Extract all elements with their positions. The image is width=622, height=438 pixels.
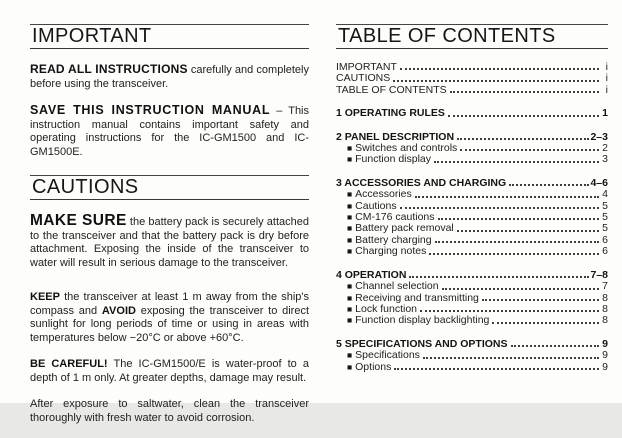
square-bullet-icon: ■ (347, 143, 353, 154)
toc-page-number: 2 (602, 142, 608, 155)
toc-heading: TABLE OF CONTENTS (338, 25, 556, 47)
toc-entry-label: Cautions (355, 199, 397, 212)
square-bullet-icon: ■ (347, 281, 353, 292)
paragraph-text: The IC-GM1500/E is water-proof to a depth of 1 m only. At greater depths, damage may result. (30, 358, 309, 384)
toc-page-number: 3 (602, 153, 608, 166)
square-bullet-icon: ■ (347, 200, 353, 211)
toc-entry-label: CM-176 cautions (355, 211, 435, 224)
cautions-heading: CAUTIONS (32, 176, 139, 198)
toc-page-number: 8 (602, 291, 608, 304)
paragraph-lead: READ ALL INSTRUCTIONS (30, 62, 188, 76)
toc-entry-label: TABLE OF CONTENTS (336, 83, 447, 96)
square-bullet-icon: ■ (347, 361, 353, 372)
important-section (30, 24, 309, 159)
toc-row (336, 350, 608, 361)
toc-entry-label: Function display backlighting (355, 314, 490, 327)
important-heading: IMPORTANT (32, 25, 152, 47)
toc-entry-label: 5 SPECIFICATIONS AND OPTIONS (336, 337, 508, 350)
paragraph-lead: BE CAREFUL! (30, 358, 108, 370)
toc-group (336, 62, 608, 96)
table-of-contents-section (336, 24, 608, 373)
paragraph-emphasis: AVOID (101, 304, 136, 317)
dotted-leader (423, 357, 599, 359)
toc-page-number: 1 (602, 107, 608, 120)
toc-entry-label: 1 OPERATING RULES (336, 107, 445, 120)
toc-entry-label: CAUTIONS (336, 72, 391, 85)
paragraph-text: the battery pack is securely attached to the transceiver and that the battery pack is dry before attachment. Exposing the inside of the transceiver to water will result in serious damage to the transceiver. (30, 216, 310, 269)
toc-page-number: 9 (602, 337, 608, 350)
left-column (30, 0, 309, 438)
dotted-leader (420, 310, 599, 312)
toc-page-number: 6 (602, 245, 608, 258)
toc-page-number: 7 (602, 280, 608, 293)
toc-row (336, 154, 608, 165)
dotted-leader (442, 288, 599, 290)
saltwater-paragraph: After exposure to saltwater, clean the transceiver thoroughly with fresh water to avoid corrosion. (30, 398, 309, 424)
toc-entry-label: 2 PANEL DESCRIPTION (336, 130, 455, 143)
dotted-leader (457, 230, 599, 232)
cautions-section (30, 175, 309, 425)
toc-entry-label: IMPORTANT (336, 61, 397, 73)
important-body (30, 63, 309, 159)
dotted-leader (450, 91, 599, 93)
dotted-leader (400, 207, 599, 209)
toc-entry-label: 3 ACCESSORIES AND CHARGING (336, 176, 507, 189)
save-manual-paragraph (30, 104, 309, 159)
square-bullet-icon: ■ (347, 212, 353, 223)
square-bullet-icon: ■ (347, 350, 353, 361)
toc-page-number: i (605, 72, 608, 85)
dotted-leader (460, 149, 599, 151)
toc-entry-label: Lock function (355, 302, 418, 315)
dotted-leader (448, 115, 599, 117)
keep-paragraph (30, 291, 309, 345)
toc-entry-label: Accessories (355, 188, 412, 201)
toc-entry-label: Options (355, 360, 392, 373)
toc-heading-block (336, 24, 608, 49)
toc-row (336, 281, 608, 292)
toc-page-number: 8 (602, 302, 608, 315)
square-bullet-icon: ■ (347, 189, 353, 200)
dotted-leader (457, 138, 589, 140)
square-bullet-icon: ■ (347, 154, 353, 165)
be-careful-paragraph (30, 358, 309, 385)
dotted-leader (511, 345, 599, 347)
toc-group (336, 270, 608, 327)
toc-page-number: 4–6 (590, 176, 608, 189)
toc-group (336, 132, 608, 166)
dotted-leader (482, 299, 599, 301)
dotted-leader (435, 241, 599, 243)
toc-entry-label: Battery pack removal (355, 222, 454, 235)
toc-entry-label: Specifications (355, 349, 420, 362)
dotted-leader (394, 368, 599, 370)
toc-row (336, 315, 608, 326)
toc-group (336, 178, 608, 258)
important-heading-block (30, 24, 309, 49)
toc-page-number: 9 (602, 349, 608, 362)
toc-page-number: 6 (602, 233, 608, 246)
toc-page-number: i (605, 83, 608, 96)
dotted-leader (438, 218, 599, 220)
toc-page-number: 4 (602, 188, 608, 201)
paragraph-text: – This instruction manual contains important safety and operating instructions for the IC-GM1500 and IC-GM1500E. (30, 105, 309, 158)
toc-group (336, 108, 608, 119)
dotted-leader (415, 196, 599, 198)
toc-entry-label: Charging notes (355, 245, 427, 258)
square-bullet-icon: ■ (347, 303, 353, 314)
paragraph-text: carefully and completely before using the transceiver. (30, 64, 309, 90)
dotted-leader (409, 276, 589, 278)
dotted-leader (434, 161, 599, 163)
cautions-heading-block (30, 175, 309, 200)
toc-page-number: 5 (602, 222, 608, 235)
toc-row (336, 85, 608, 96)
square-bullet-icon: ■ (347, 315, 353, 326)
toc-row (336, 362, 608, 373)
toc-page-number: 5 (602, 199, 608, 212)
toc-row (336, 189, 608, 200)
make-sure-paragraph (30, 214, 309, 270)
toc-entries (336, 62, 608, 373)
cautions-body (30, 214, 309, 425)
toc-page-number: 7–8 (590, 268, 608, 281)
toc-row (336, 108, 608, 119)
square-bullet-icon: ■ (347, 292, 353, 303)
dotted-leader (393, 80, 599, 82)
toc-entry-label: Switches and controls (355, 142, 458, 155)
paragraph-lead: SAVE THIS INSTRUCTION MANUAL (30, 103, 271, 117)
toc-entry-label: 4 OPERATION (336, 268, 407, 281)
dotted-leader (492, 322, 599, 324)
paragraph-lead: MAKE SURE (30, 212, 127, 229)
toc-entry-label: Battery charging (355, 233, 432, 246)
toc-entry-label: Receiving and transmitting (355, 291, 479, 304)
dotted-leader (429, 253, 599, 255)
toc-entry-label: Channel selection (355, 280, 439, 293)
read-all-instructions-paragraph (30, 63, 309, 91)
dotted-leader (509, 184, 589, 186)
toc-page-number: 8 (602, 314, 608, 327)
toc-page-number: 2–3 (590, 130, 608, 143)
toc-row (336, 246, 608, 257)
dotted-leader (400, 68, 599, 70)
paragraph-lead: KEEP (30, 291, 60, 303)
toc-page-number: 5 (602, 211, 608, 224)
toc-page-number: 9 (602, 360, 608, 373)
paragraph-text: exposing the transceiver to direct sunlight for long periods of time or using in areas with temperatures below −20°C or above +60°C. (30, 304, 309, 344)
toc-page-number: i (605, 61, 608, 73)
square-bullet-icon: ■ (347, 246, 353, 257)
toc-group (336, 339, 608, 373)
square-bullet-icon: ■ (347, 234, 353, 245)
paragraph-text: the transceiver at least 1 m away from the ship's compass and (30, 291, 309, 317)
toc-entry-label: Function display (355, 153, 432, 166)
right-column (336, 0, 608, 385)
square-bullet-icon: ■ (347, 223, 353, 234)
